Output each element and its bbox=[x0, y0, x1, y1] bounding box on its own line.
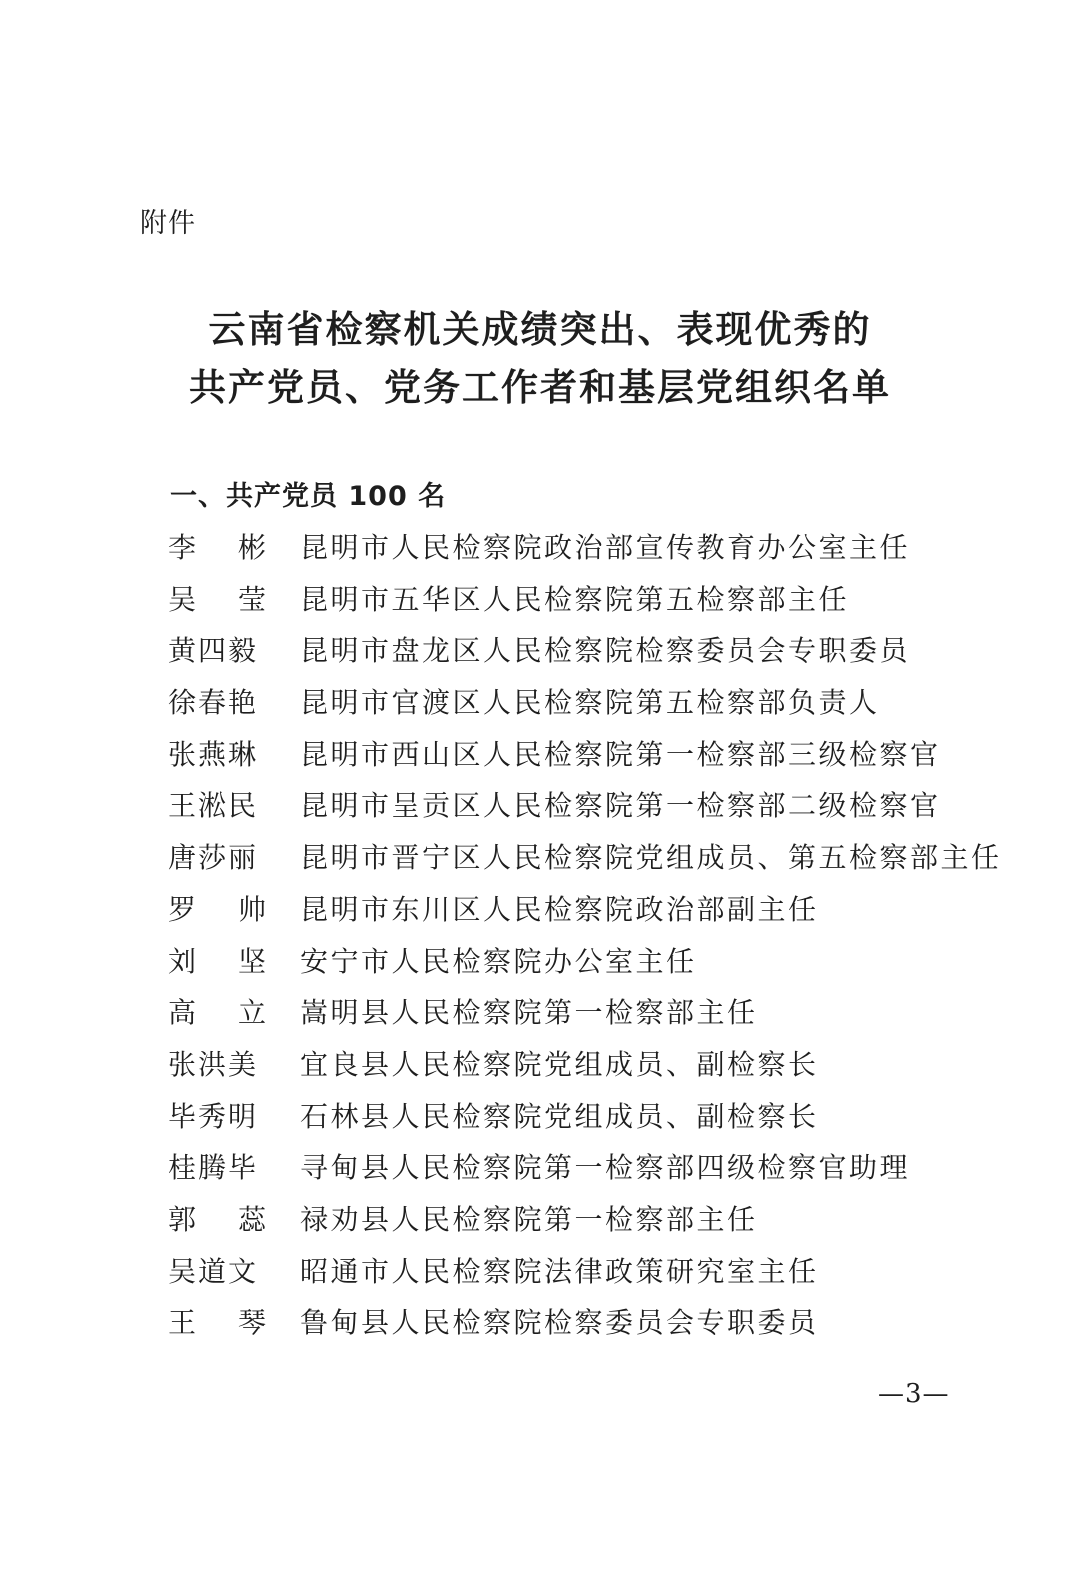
list-item bbox=[0, 526, 1080, 578]
member-position: 昆明市东川区人民检察院政治部副主任 bbox=[300, 892, 819, 926]
list-item bbox=[0, 733, 1080, 785]
member-name: 高立 bbox=[168, 996, 268, 1030]
document-title-line-2: 共产党员、党务工作者和基层党组织名单 bbox=[189, 365, 891, 409]
list-item bbox=[0, 1095, 1080, 1147]
list-item bbox=[0, 784, 1080, 836]
member-list bbox=[0, 526, 1080, 1353]
list-item bbox=[0, 1301, 1080, 1353]
member-name: 毕秀明 bbox=[168, 1099, 259, 1133]
member-name: 罗帅 bbox=[168, 892, 268, 926]
member-name: 刘坚 bbox=[168, 944, 268, 978]
member-name: 唐莎丽 bbox=[168, 841, 259, 875]
list-item bbox=[0, 888, 1080, 940]
list-item bbox=[0, 1043, 1080, 1095]
list-item bbox=[0, 1198, 1080, 1250]
list-item bbox=[0, 629, 1080, 681]
member-name: 桂腾毕 bbox=[168, 1151, 259, 1185]
member-name: 王淞民 bbox=[168, 789, 259, 823]
member-position: 昆明市人民检察院政治部宣传教育办公室主任 bbox=[300, 531, 911, 564]
member-position: 昆明市晋宁区人民检察院党组成员、第五检察部主任 bbox=[300, 841, 1002, 875]
member-name: 郭蕊 bbox=[168, 1202, 268, 1236]
list-item bbox=[0, 836, 1080, 888]
member-name: 黄四毅 bbox=[168, 634, 259, 668]
list-item bbox=[0, 681, 1080, 733]
member-position: 嵩明县人民检察院第一检察部主任 bbox=[300, 996, 758, 1030]
member-name: 张洪美 bbox=[168, 1047, 259, 1081]
member-name: 徐春艳 bbox=[168, 686, 259, 720]
member-position: 宜良县人民检察院党组成员、副检察长 bbox=[300, 1047, 819, 1081]
member-position: 安宁市人民检察院办公室主任 bbox=[300, 944, 697, 978]
member-name: 王琴 bbox=[168, 1306, 268, 1340]
member-position: 昆明市呈贡区人民检察院第一检察部二级检察官 bbox=[300, 789, 941, 823]
member-position: 昆明市盘龙区人民检察院检察委员会专职委员 bbox=[300, 634, 911, 668]
member-position: 昆明市五华区人民检察院第五检察部主任 bbox=[300, 582, 850, 616]
member-position: 昆明市西山区人民检察院第一检察部三级检察官 bbox=[300, 737, 941, 771]
list-item bbox=[0, 1146, 1080, 1198]
member-position: 鲁甸县人民检察院检察委员会专职委员 bbox=[300, 1306, 819, 1340]
member-name: 吴道文 bbox=[168, 1254, 259, 1288]
member-position: 石林县人民检察院党组成员、副检察长 bbox=[300, 1099, 819, 1133]
section-heading: 一、共产党员 100 名 bbox=[170, 481, 447, 512]
member-position: 寻甸县人民检察院第一检察部四级检察官助理 bbox=[300, 1151, 911, 1185]
document-title-line-1: 云南省检察机关成绩突出、表现优秀的 bbox=[208, 307, 872, 351]
page-number: —3— bbox=[878, 1379, 950, 1409]
list-item bbox=[0, 940, 1080, 992]
list-item bbox=[0, 991, 1080, 1043]
list-item bbox=[0, 578, 1080, 630]
member-position: 昆明市官渡区人民检察院第五检察部负责人 bbox=[300, 686, 880, 720]
member-name: 李彬 bbox=[168, 531, 268, 564]
member-name: 张燕琳 bbox=[168, 737, 259, 771]
member-position: 昭通市人民检察院法律政策研究室主任 bbox=[300, 1254, 819, 1288]
attachment-label: 附件 bbox=[140, 208, 196, 239]
member-position: 禄劝县人民检察院第一检察部主任 bbox=[300, 1202, 758, 1236]
member-name: 吴莹 bbox=[168, 582, 268, 616]
list-item bbox=[0, 1250, 1080, 1302]
